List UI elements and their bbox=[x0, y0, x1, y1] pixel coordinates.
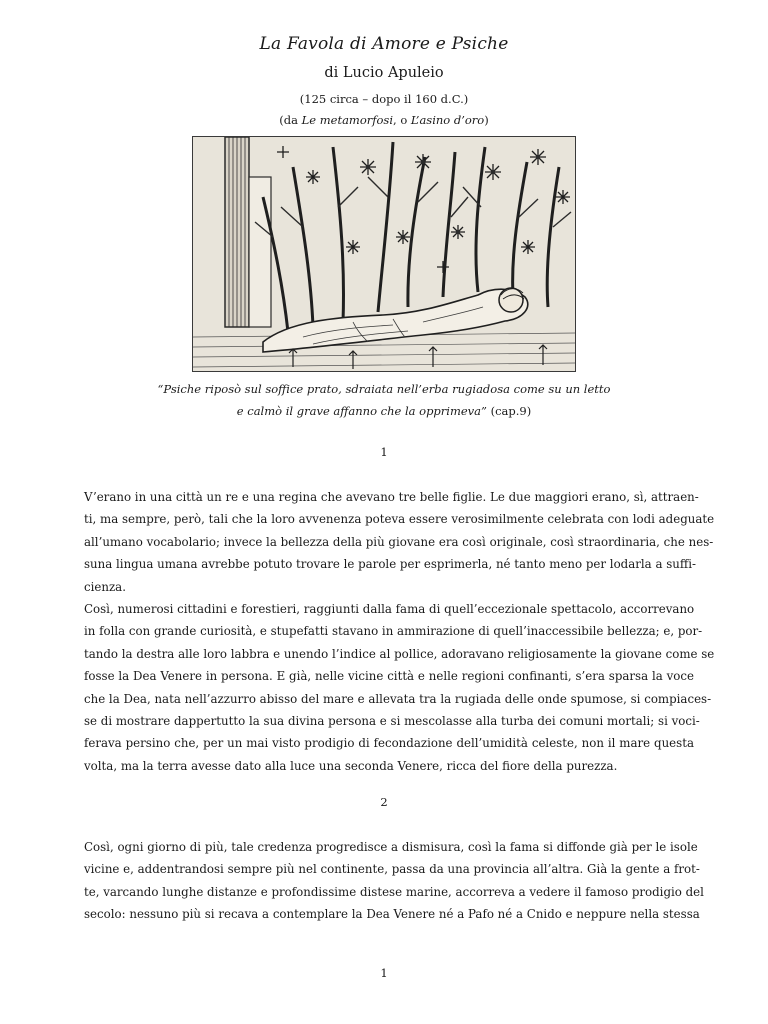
text-line: te, varcando lunghe distanze e profondissime distese marine, accorreva a vedere il famoso prodigio del bbox=[84, 884, 704, 899]
text-line: secolo: nessuno più si recava a contemplare la Dea Venere né a Pafo né a Cnido e neppure nella stessa bbox=[84, 907, 700, 922]
source-work-alt-title: L’asino d’oro bbox=[410, 113, 485, 127]
text-line: fosse la Dea Venere in persona. E già, nelle vicine città e nelle regioni confinanti, s’era sparsa la voce bbox=[84, 669, 694, 684]
dates-line: (125 circa – dopo il 160 d.C.) bbox=[299, 92, 469, 106]
document-title: La Favola di Amore e Psiche bbox=[259, 34, 509, 54]
text-line: suna lingua umana avrebbe potuto trovare le parole per esprimerla, né tanto meno per lodarla a suffi- bbox=[84, 557, 697, 572]
page-number: 1 bbox=[380, 966, 388, 980]
paragraph bbox=[72, 836, 704, 926]
section-2-body bbox=[72, 836, 704, 926]
text-line: tando la destra alle loro labbra e unendo l’indice al pollice, adoravano religiosamente la giovane come se bbox=[84, 646, 715, 661]
text-line: se di mostrare dappertutto la sua divina persona e si mescolasse alla turba dei comuni mortali; si voci- bbox=[84, 714, 700, 729]
text-line: volta, ma la terra avesse dato alla luce una seconda Venere, ricca del fiore della purezza. bbox=[84, 758, 618, 773]
caption-line-2: e calmò il grave affanno che la opprimeva” (cap.9) bbox=[236, 404, 532, 418]
section-number: 1 bbox=[380, 445, 388, 459]
section-1-body bbox=[72, 486, 715, 777]
text-line: ferava persino che, per un mai visto prodigio di fecondazione dell’umidità celeste, non il mare questa bbox=[84, 736, 694, 751]
text-line: vicine e, addentrandosi sempre più nel continente, passa da una provincia all’altra. Già la gente a frot- bbox=[84, 862, 700, 877]
text-line: all’umano vocabolario; invece la bellezza della più giovane era così originale, così straordinaria, che nes- bbox=[84, 534, 714, 549]
source-work-title: Le metamorfosi bbox=[301, 113, 394, 127]
text-line: Così, ogni giorno di più, tale credenza progredisce a dismisura, così la fama si diffonde già per le isole bbox=[84, 840, 698, 854]
author-line: di Lucio Apuleio bbox=[324, 65, 444, 81]
text-line: che la Dea, nata nell’azzurro abisso del mare e allevata tra la rugiada delle onde spumose, si compiaces- bbox=[84, 691, 712, 706]
paragraph bbox=[72, 486, 715, 598]
illustration-caption bbox=[0, 378, 768, 422]
woodcut-illustration bbox=[192, 136, 576, 372]
text-line: Così, numerosi cittadini e forestieri, raggiunti dalla fama di quell’eccezionale spettacolo, accorrevano bbox=[84, 602, 695, 617]
caption-line-1: “Psiche riposò sul soffice prato, sdraiata nell’erba rugiadosa come su un letto bbox=[157, 382, 611, 396]
text-line: ti, ma sempre, però, tali che la loro avvenenza poteva essere verosimilmente celebrata con lodi adeguate bbox=[84, 512, 715, 527]
source-line: (da Le metamorfosi, o L’asino d’oro) bbox=[279, 113, 489, 127]
text-line: in folla con grande curiosità, e stupefatti stavano in ammirazione di quell’inaccessibile bellezza; e, por- bbox=[84, 624, 703, 639]
paragraph bbox=[72, 598, 715, 777]
text-line: V’erano in una città un re e una regina che avevano tre belle figlie. Le due maggiori erano, sì, attraen- bbox=[84, 490, 699, 504]
text-line: cienza. bbox=[84, 579, 126, 594]
section-number: 2 bbox=[380, 795, 388, 809]
